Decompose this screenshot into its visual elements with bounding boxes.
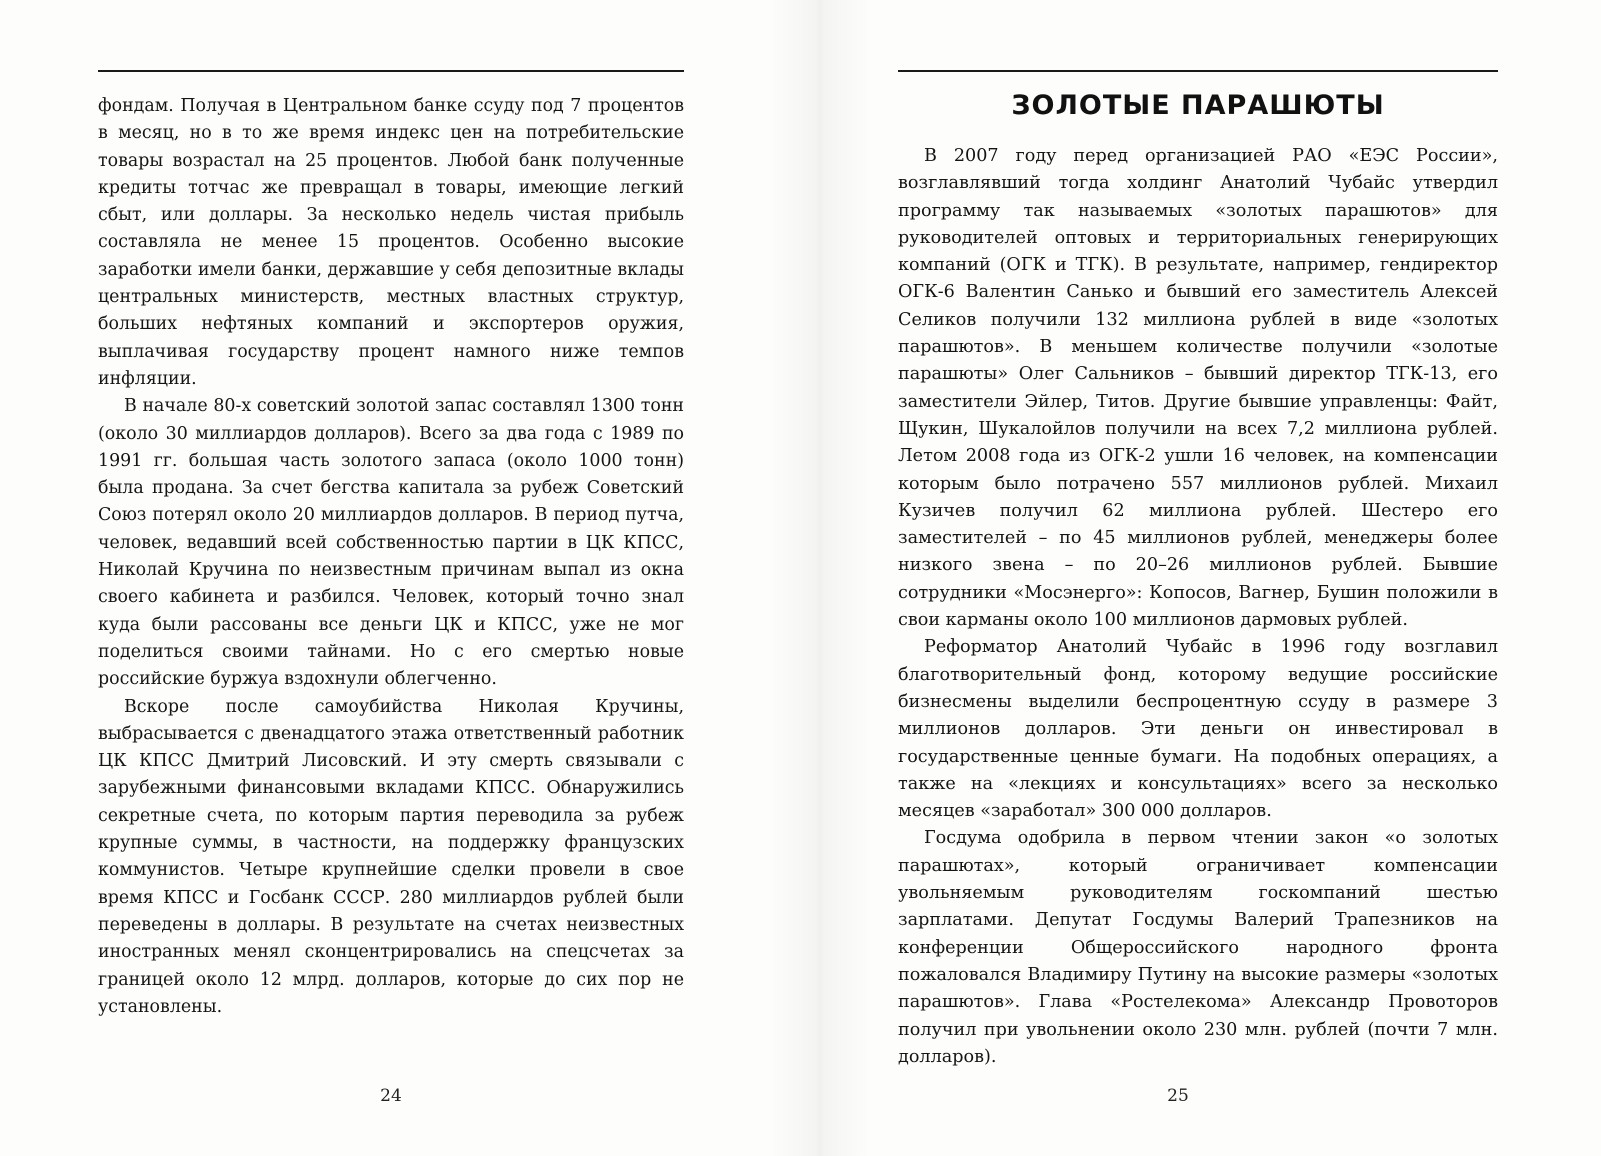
page-number: 25 — [1167, 1086, 1189, 1106]
top-rule — [898, 70, 1498, 72]
paragraph: В начале 80-х советский золотой запас составлял 1300 тонн (около 30 миллиардов долларов). Всего за два года с 1989 по 1991 гг. большая часть золотого запаса (около 1000 тонн) была продана. За счет бегства капитала за рубеж Советский Союз потерял около 20 миллиардов долларов. В период путча, человек, ведавший всей собственностью партии в ЦК КПСС, Николай Кручина по неизвестным причинам выпал из окна своего кабинета и разбился. Человек, который точно знал куда были рассованы все деньги ЦК и КПСС, уже не мог поделиться своими тайнами. Но с его смертью новые российские буржуа вздохнули облегченно. — [98, 396, 684, 690]
right-body-text — [898, 143, 1498, 1071]
top-rule — [98, 70, 684, 72]
chapter-title: ЗОЛОТЫЕ ПАРАШЮТЫ — [1011, 90, 1385, 121]
left-page — [98, 0, 684, 1156]
paragraph: Реформатор Анатолий Чубайс в 1996 году возглавил благотворительный фонд, которому ведущие российские бизнесмены выделили беспроцентную ссуду в размере 3 миллионов долларов. Эти деньги он инвестировал в государственные ценные бумаги. На подобных операциях, а также на «лекциях и консультациях» всего за несколько месяцев «заработал» 300 000 долларов. — [898, 637, 1498, 822]
paragraph: Вскоре после самоубийства Николая Кручины, выбрасывается с двенадцатого этажа ответственный работник ЦК КПСС Дмитрий Лисовский. И эту смерть связывали с зарубежными финансовыми вкладами КПСС. Обнаружились секретные счета, по которым партия переводила за рубеж крупные суммы, в частности, на поддержку французских коммунистов. Четыре крупнейшие сделки провели в свое время КПСС и Госбанк СССР. 280 миллиардов рублей были переведены в доллары. В результате на счетах неизвестных иностранных менял сконцентрировались на спецсчетах за границей около 12 млрд. долларов, которые до сих пор не установлены. — [98, 696, 684, 1017]
page-number: 24 — [380, 1086, 402, 1106]
paragraph: В 2007 году перед организацией РАО «ЕЭС России», возглавлявший тогда холдинг Анатолий Чубайс утвердил программу так называемых «золотых парашютов» для руководителей оптовых и территориальных генерирующих компаний (ОГК и ТГК). В результате, например, гендиректор ОГК-6 Валентин Санько и бывший его заместитель Алексей Селиков получили 132 миллиона рублей в виде «золотых парашютов». В меньшем количестве получили «золотые парашюты» Олег Сальников – бывший директор ТГК-13, его заместители Эйлер, Титов. Другие бывшие управленцы: Файт, Щукин, Шукалойлов получили на всех 7,2 миллиона рублей. Летом 2008 года из ОГК-2 ушли 16 человек, на компенсации которым было потрачено 557 миллионов рублей. Михаил Кузичев получил 62 миллиона рублей. Шестеро его заместителей – по 45 миллионов рублей, менеджеры более низкого звена – по 20–26 миллионов рублей. Бывшие сотрудники «Мосэнерго»: Копосов, Вагнер, Бушин положили в свои карманы около 100 миллионов дармовых рублей. — [898, 146, 1498, 631]
left-body-text — [98, 93, 684, 1021]
book-gutter — [770, 0, 870, 1156]
paragraph: Госдума одобрила в первом чтении закон «о золотых парашютах», который ограничивает компенсации увольняемым руководителям госкомпаний шестью зарплатами. Депутат Госдумы Валерий Трапезников на конференции Общероссийского народного фронта пожаловался Владимиру Путину на высокие размеры «золотых парашютов». Глава «Ростелекома» Александр Провоторов получил при увольнении около 230 млн. рублей (почти 7 млн. долларов). — [898, 828, 1498, 1067]
paragraph: фондам. Получая в Центральном банке ссуду под 7 процентов в месяц, но в то же время индекс цен на потребительские товары возрастал на 25 процентов. Любой банк полученные кредиты тотчас же превращал в товары, имеющие легкий сбыт, или доллары. За несколько недель чистая прибыль составляла не менее 15 процентов. Особенно высокие заработки имели банки, державшие у себя депозитные вклады центральных министерств, местных властных структур, больших нефтяных компаний и экспортеров оружия, выплачивая государству процент намного ниже темпов инфляции. — [98, 96, 684, 389]
right-page — [898, 0, 1498, 1156]
